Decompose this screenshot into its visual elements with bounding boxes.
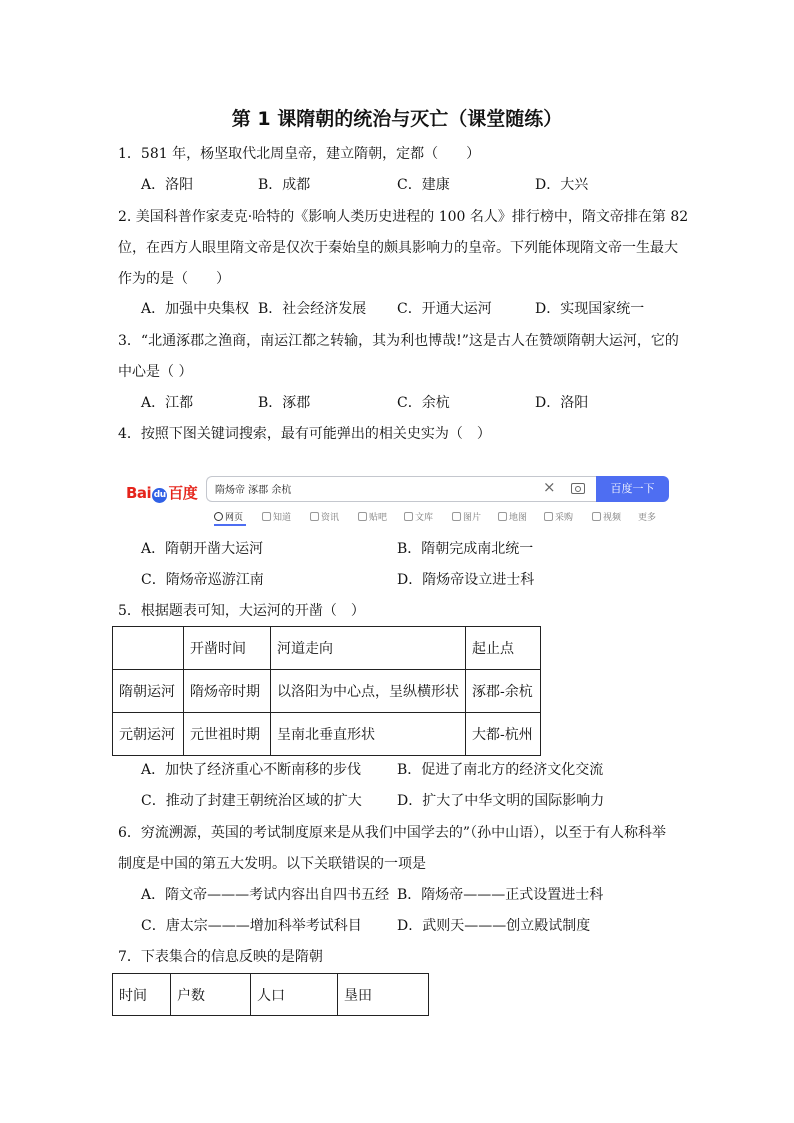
tab-wenku[interactable]: 文库	[404, 510, 433, 523]
q5-option-a: A．加快了经济重心不断南移的步伐	[141, 762, 362, 778]
search-input[interactable]	[206, 476, 597, 502]
search-button[interactable]: 百度一下	[596, 476, 669, 502]
q5-option-b: B．促进了南北方的经济文化交流	[397, 762, 604, 778]
question-3-stem-line-2: 中心是（ ）	[118, 364, 193, 380]
question-2-stem-line-1: 2. 美国科普作家麦克·哈特的《影响人类历史进程的 100 名人》排行榜中，隋文帝排在第 82	[118, 209, 689, 225]
q1-option-d: D．大兴	[535, 177, 589, 193]
baidu-search-image	[126, 474, 671, 526]
table-cell: 隋朝运河	[113, 670, 184, 713]
table-header-cell: 开凿时间	[184, 627, 271, 670]
table-header-row	[113, 974, 429, 1016]
baidu-logo: Bai du 百度	[126, 484, 198, 502]
image-icon	[452, 512, 461, 521]
video-icon	[592, 512, 601, 521]
table-header-row	[113, 627, 541, 670]
sui-data-table	[112, 973, 429, 1016]
tab-video[interactable]: 视频	[592, 510, 621, 523]
table-header-cell: 起止点	[466, 627, 541, 670]
q3-option-d: D．洛阳	[535, 395, 589, 411]
table-header-cell: 人口	[251, 974, 338, 1016]
purchase-icon	[544, 512, 553, 521]
q1-option-c: C．建康	[397, 177, 450, 193]
tab-images[interactable]: 图片	[452, 510, 481, 523]
question-1-stem: 1．581 年，杨坚取代北周皇帝，建立隋朝，定都（ ）	[118, 146, 481, 162]
q5-option-c: C．推动了封建王朝统治区域的扩大	[141, 793, 362, 809]
tab-news[interactable]: 资讯	[310, 510, 339, 523]
tieba-icon	[358, 512, 367, 521]
question-3-stem-line-1: 3．“北通涿郡之渔商，南运江都之转输，其为利也博哉!”这是古人在赞颂隋朝大运河，它的	[118, 333, 679, 349]
question-6-stem-line-2: 制度是中国的第五大发明。以下关联错误的一项是	[118, 856, 426, 872]
document-icon	[404, 512, 413, 521]
tab-web[interactable]: 网页	[214, 510, 243, 523]
table-cell: 大都-杭州	[466, 713, 541, 756]
q4-option-a: A．隋朝开凿大运河	[141, 541, 264, 557]
table-row	[113, 713, 541, 756]
map-icon	[498, 512, 507, 521]
q2-option-d: D．实现国家统一	[535, 301, 645, 317]
question-4-stem: 4．按照下图关键词搜索，最有可能弹出的相关史实为（ ）	[118, 426, 491, 442]
q2-option-a: A．加强中央集权	[141, 301, 250, 317]
q6-option-a: A．隋文帝———考试内容出自四书五经	[141, 887, 390, 903]
search-icon	[214, 512, 223, 521]
canal-table	[112, 626, 541, 756]
camera-icon[interactable]	[571, 483, 585, 494]
table-cell: 隋炀帝时期	[184, 670, 271, 713]
tab-zhidao[interactable]: 知道	[262, 510, 291, 523]
table-header-cell: 河道走向	[271, 627, 466, 670]
q1-option-b: B．成都	[258, 177, 311, 193]
q6-option-c: C．唐太宗———增加科举考试科目	[141, 918, 362, 934]
q3-option-c: C．余杭	[397, 395, 450, 411]
question-icon	[262, 512, 271, 521]
table-header-cell	[113, 627, 184, 670]
tab-more[interactable]: 更多	[638, 513, 657, 523]
q2-option-c: C．开通大运河	[397, 301, 492, 317]
table-cell: 涿郡-余杭	[466, 670, 541, 713]
q3-option-a: A．江都	[141, 395, 194, 411]
page-title: 第 1 课隋朝的统治与灭亡（课堂随练）	[231, 108, 563, 130]
table-row	[113, 670, 541, 713]
question-2-stem-line-2: 位，在西方人眼里隋文帝是仅次于秦始皇的颇具影响力的皇帝。下列能体现隋文帝一生最大	[118, 240, 678, 256]
q5-option-d: D．扩大了中华文明的国际影响力	[397, 793, 605, 809]
question-6-stem-line-1: 6．穷流溯源，英国的考试制度原来是从我们中国学去的”（孙中山语），以至于有人称科举	[118, 825, 667, 841]
q6-option-d: D．武则天———创立殿试制度	[397, 918, 591, 934]
baidu-paw-icon: du	[152, 488, 167, 503]
question-5-stem: 5．根据题表可知，大运河的开凿（ ）	[118, 603, 365, 619]
active-tab-underline	[214, 524, 246, 526]
news-icon	[310, 512, 319, 521]
question-7-stem: 7．下表集合的信息反映的是隋朝	[118, 949, 323, 965]
tab-purchase[interactable]: 采购	[544, 510, 573, 523]
clear-icon[interactable]: ×	[543, 478, 556, 496]
q4-option-d: D．隋炀帝设立进士科	[397, 572, 535, 588]
table-header-cell: 时间	[113, 974, 171, 1016]
table-header-cell: 垦田	[338, 974, 429, 1016]
search-query: 隋炀帝 涿郡 余杭	[215, 485, 292, 496]
tab-map[interactable]: 地图	[498, 510, 527, 523]
table-cell: 以洛阳为中心点，呈纵横形状	[271, 670, 466, 713]
table-cell: 元朝运河	[113, 713, 184, 756]
tab-tieba[interactable]: 贴吧	[358, 510, 387, 523]
table-cell: 呈南北垂直形状	[271, 713, 466, 756]
q4-option-b: B．隋朝完成南北统一	[397, 541, 534, 557]
table-header-cell: 户数	[171, 974, 251, 1016]
q4-option-c: C．隋炀帝巡游江南	[141, 572, 264, 588]
question-2-stem-line-3: 作为的是（ ）	[118, 271, 230, 287]
q3-option-b: B．涿郡	[258, 395, 311, 411]
q6-option-b: B．隋炀帝———正式设置进士科	[397, 887, 604, 903]
table-cell: 元世祖时期	[184, 713, 271, 756]
q2-option-b: B．社会经济发展	[258, 301, 367, 317]
q1-option-a: A．洛阳	[141, 177, 194, 193]
